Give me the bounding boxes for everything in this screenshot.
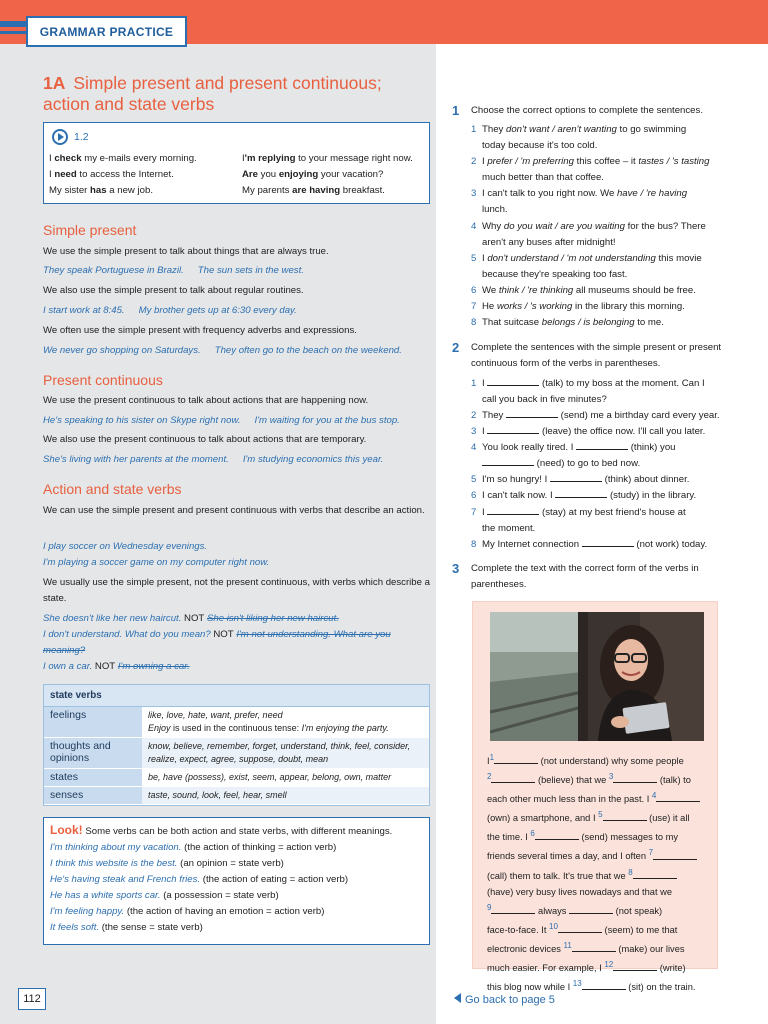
answer-blank[interactable]: [487, 424, 539, 434]
table-verbs: be, have (possess), exist, seem, appear, belong, own, matter: [142, 769, 429, 786]
example-line: I own a car. NOT I'm owning a car.: [43, 661, 190, 672]
rule-text: We often use the simple present with frequency adverbs and expressions.: [43, 325, 357, 336]
exercise-item: 3 I can't talk to you right now. We have / 're having lunch.: [471, 188, 688, 215]
look-example: He has a white sports car. (a possession = state verb): [50, 890, 279, 901]
exercise-item: 6 We think / 're thinking all museums should be free.: [471, 285, 696, 296]
table-verbs: know, believe, remember, forget, understand, think, feel, consider, realize, expect, agree, suppose, doubt, mean: [142, 738, 429, 768]
example-line: We never go shopping on Saturdays. They often go to the beach on the weekend.: [43, 345, 402, 356]
look-intro: Look! Some verbs can be both action and state verbs, with different meanings.: [50, 823, 393, 837]
example-line: She's living with her parents at the moment. I'm studying economics this year.: [43, 454, 384, 465]
table-verbs: taste, sound, look, feel, hear, smell: [142, 787, 429, 804]
audio-examples-box: [43, 122, 430, 204]
rule-text: We can use the simple present and present continuous with verbs that describe an action.: [43, 505, 425, 516]
exercise-item: 4 Why do you wait / are you waiting for the bus? There aren't any buses after midnight!: [471, 221, 706, 248]
look-example: He's having steak and French fries. (the action of eating = action verb): [50, 874, 349, 885]
train-photo: [490, 612, 704, 741]
unit-title-text: Simple present and present continuous; action and state verbs: [43, 73, 382, 114]
audio-example: Are you enjoying your vacation?: [242, 169, 384, 180]
exercise-item: 8 My Internet connection (not work) today.: [471, 539, 708, 550]
table-row: [44, 738, 429, 769]
table-category: feelings: [44, 707, 142, 737]
woman-on-train-image: [490, 612, 704, 741]
answer-blank[interactable]: [487, 505, 539, 515]
table-verbs: like, love, hate, want, prefer, need Enjoy is used in the continuous tense: I'm enjoying the party.: [142, 707, 429, 737]
exercise-item: 5 I'm so hungry! I (think) about dinner.: [471, 474, 690, 485]
example-line: I play soccer on Wednesday evenings.: [43, 541, 208, 552]
exercise-item: 8 That suitcase belongs / is belonging to me.: [471, 317, 664, 328]
rule-text: We also use the simple present to talk about regular routines.: [43, 285, 304, 296]
exercise-item: 3 I (leave) the office now. I'll call you later.: [471, 426, 706, 437]
section-heading-simple-present: Simple present: [43, 222, 137, 238]
exercise-item: 1 I (talk) to my boss at the moment. Can I call you back in five minutes?: [471, 378, 705, 405]
triangle-left-icon: [454, 993, 461, 1003]
audio-example: I'm replying to your message right now.: [242, 153, 413, 164]
state-verbs-table: [43, 684, 430, 806]
table-row: [44, 707, 429, 738]
example-line: I don't understand. What do you mean? NOT I'm not understanding. What are you meaning?: [43, 629, 391, 656]
audio-example: I check my e-mails every morning.: [49, 153, 197, 164]
unit-title: [43, 73, 433, 115]
answer-blank[interactable]: [487, 376, 539, 386]
exercise-item: 1 They don't want / aren't wanting to go swimming today because it's too cold.: [471, 124, 687, 151]
answer-blank[interactable]: [576, 440, 628, 450]
example-line: She doesn't like her new haircut. NOT She isn't liking her new haircut.: [43, 613, 339, 624]
example-line: They speak Portuguese in Brazil. The sun sets in the west.: [43, 265, 304, 276]
table-category: states: [44, 769, 142, 786]
rule-text: We also use the present continuous to talk about actions that are temporary.: [43, 434, 367, 445]
answer-blank[interactable]: [555, 488, 607, 498]
exercise-item: 4 You look really tired. I (think) you (need) to go to bed now.: [471, 442, 676, 469]
exercise-instructions: Choose the correct options to complete the sentences.: [471, 105, 703, 116]
audio-track-number: 1.2: [74, 131, 89, 143]
answer-blank[interactable]: [550, 472, 602, 482]
audio-example: I need to access the Internet.: [49, 169, 174, 180]
rule-text: We use the present continuous to talk about actions that are happening now.: [43, 395, 369, 406]
look-example: I think this website is the best. (an opinion = state verb): [50, 858, 284, 869]
table-row: [44, 787, 429, 805]
look-example: I'm feeling happy. (the action of having an emotion = action verb): [50, 906, 325, 917]
example-line: I'm playing a soccer game on my computer right now.: [43, 557, 270, 568]
grammar-practice-label: GRAMMAR PRACTICE: [26, 16, 187, 47]
audio-example: My parents are having breakfast.: [242, 185, 385, 196]
table-header: state verbs: [44, 685, 429, 707]
story-text: $I^1$ (not understand) why some people $^2$ (believe) that we $^3$ (talk) to each other much less than in the past. I $^4$ (own) a smartphone, and I $^5$ (use) it all the time. I $^6$ (send) messages to my friends several times a day, and I often $^7$ (call) them to talk. It's true that we $^8$ (have) very busy lives nowadays and that we $^9$ always (not speak) face-to-face. It $^{10}$ (seem) to me that electronic devices $^{11}$ (make) our lives much easier. For example, I $^{12}$ (write) this blog now while I $^{13}$ (sit) on the train.: [487, 750, 715, 995]
rule-text: We usually use the simple present, not the present continuous, with verbs which describe a state.: [43, 577, 430, 604]
exercise-item: 2 They (send) me a birthday card every year.: [471, 410, 720, 421]
exercise-instructions: Complete the text with the correct form of the verbs in parentheses.: [471, 563, 699, 590]
answer-blank[interactable]: [506, 408, 558, 418]
look-box: [43, 817, 430, 945]
exercise-instructions: Complete the sentences with the simple present or present continuous form of the verbs in parentheses.: [471, 342, 722, 369]
exercise-item: 2 I prefer / 'm preferring this coffee – it tastes / 's tasting much better than that coffee.: [471, 156, 710, 183]
audio-example: My sister has a new job.: [49, 185, 153, 196]
look-example: It feels soft. (the sense = state verb): [50, 922, 203, 933]
exercise-item: 7 He works / 's working in the library this morning.: [471, 301, 685, 312]
table-row: [44, 769, 429, 787]
exercise-item: 7 I (stay) at my best friend's house at the moment.: [471, 507, 686, 534]
table-category: senses: [44, 787, 142, 804]
table-category: thoughts and opinions: [44, 738, 142, 768]
exercise-number: 2: [452, 340, 460, 355]
example-line: He's speaking to his sister on Skype right now. I'm waiting for you at the bus stop.: [43, 415, 400, 426]
unit-number: 1A: [43, 73, 66, 93]
rule-text: We use the simple present to talk about things that are always true.: [43, 246, 329, 257]
header-stripe: [0, 21, 26, 27]
exercise-item: 5 I don't understand / 'm not understanding this movie because they're speaking too fast.: [471, 253, 702, 280]
story-box: [472, 601, 718, 993]
page-number: 112: [18, 988, 46, 1010]
answer-blank[interactable]: [582, 537, 634, 547]
section-heading-present-continuous: Present continuous: [43, 372, 163, 388]
answer-blank[interactable]: [482, 456, 534, 466]
go-back-link[interactable]: Go back to page 5: [454, 993, 555, 1006]
example-line: I start work at 8:45. My brother gets up at 6:30 every day.: [43, 305, 297, 316]
look-example: I'm thinking about my vacation. (the action of thinking = action verb): [50, 842, 337, 853]
header-stripe-thin: [0, 31, 26, 34]
exercise-number: 3: [452, 561, 460, 576]
exercise-item: 6 I can't talk now. I (study) in the library.: [471, 490, 697, 501]
play-circle-icon[interactable]: [52, 129, 68, 145]
exercise-number: 1: [452, 103, 460, 118]
section-heading-action-state: Action and state verbs: [43, 481, 182, 497]
